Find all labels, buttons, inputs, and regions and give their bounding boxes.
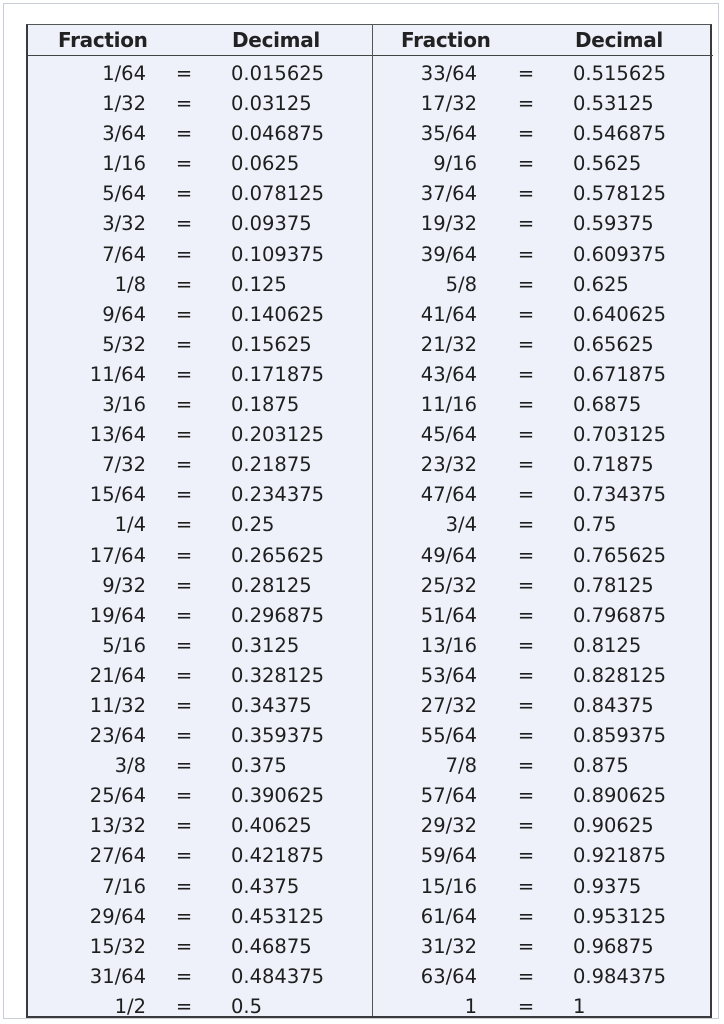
table-row [373, 691, 713, 721]
table-row [373, 480, 713, 510]
fraction-cell: 61/64 [420, 904, 477, 928]
equals-sign: = [175, 754, 193, 778]
fraction-cell: 11/16 [420, 393, 477, 417]
equals-sign: = [175, 874, 193, 898]
equals-sign: = [175, 994, 193, 1018]
decimal-cell: 0.921875 [573, 844, 667, 868]
table-row [373, 119, 713, 149]
decimal-cell: 0.4375 [231, 874, 300, 898]
decimal-cell: 0.25 [231, 513, 275, 537]
fraction-cell: 15/32 [89, 934, 146, 958]
equals-sign: = [517, 633, 535, 657]
decimal-cell: 0.90625 [573, 814, 654, 838]
table-row [373, 300, 713, 330]
fraction-cell: 7/16 [102, 874, 146, 898]
table-row [373, 601, 713, 631]
equals-sign: = [517, 483, 535, 507]
table-row [28, 390, 372, 420]
table-row [28, 962, 372, 992]
equals-sign: = [175, 332, 193, 356]
fraction-cell: 3/8 [114, 754, 146, 778]
decimal-cell: 0.3125 [231, 633, 300, 657]
decimal-cell: 0.03125 [231, 92, 312, 116]
fraction-cell: 53/64 [420, 663, 477, 687]
fraction-cell: 27/32 [420, 693, 477, 717]
equals-sign: = [517, 874, 535, 898]
header-divider [28, 55, 372, 56]
equals-sign: = [517, 994, 535, 1018]
equals-sign: = [175, 784, 193, 808]
page-frame [3, 3, 719, 1019]
equals-sign: = [517, 302, 535, 326]
decimal-cell: 0.734375 [573, 483, 667, 507]
equals-sign: = [175, 453, 193, 477]
decimal-cell: 0.484375 [231, 964, 325, 988]
decimal-cell: 0.078125 [231, 182, 325, 206]
table-row [373, 932, 713, 962]
equals-sign: = [175, 423, 193, 447]
table-row [373, 360, 713, 390]
equals-sign: = [175, 483, 193, 507]
fraction-cell: 15/64 [89, 483, 146, 507]
decimal-cell: 0.8125 [573, 633, 642, 657]
equals-sign: = [517, 573, 535, 597]
decimal-cell: 0.203125 [231, 423, 325, 447]
equals-sign: = [175, 693, 193, 717]
decimal-cell: 0.609375 [573, 242, 667, 266]
decimal-cell: 0.421875 [231, 844, 325, 868]
decimal-cell: 0.984375 [573, 964, 667, 988]
equals-sign: = [175, 362, 193, 386]
table-row [373, 661, 713, 691]
fraction-cell: 3/64 [102, 122, 146, 146]
table-row [28, 149, 372, 179]
table-row [28, 330, 372, 360]
fraction-cell: 19/64 [89, 603, 146, 627]
equals-sign: = [517, 152, 535, 176]
equals-sign: = [517, 693, 535, 717]
fraction-cell: 7/8 [445, 754, 477, 778]
fraction-cell: 23/32 [420, 453, 477, 477]
table-row [28, 992, 372, 1022]
fraction-cell: 1/32 [102, 92, 146, 116]
decimal-cell: 0.375 [231, 754, 287, 778]
table-row [28, 872, 372, 902]
decimal-cell: 0.09375 [231, 212, 312, 236]
decimal-cell: 0.53125 [573, 92, 654, 116]
table-row [28, 661, 372, 691]
table-row [373, 872, 713, 902]
table-row [28, 902, 372, 932]
decimal-header: Decimal [575, 28, 663, 52]
equals-sign: = [517, 393, 535, 417]
decimal-cell: 0.34375 [231, 693, 312, 717]
table-row [28, 751, 372, 781]
table-row [373, 59, 713, 89]
equals-sign: = [517, 784, 535, 808]
decimal-cell: 0.6875 [573, 393, 642, 417]
fraction-cell: 17/64 [89, 543, 146, 567]
fraction-cell: 17/32 [420, 92, 477, 116]
equals-sign: = [517, 423, 535, 447]
fraction-cell: 1/2 [114, 994, 146, 1018]
table-row [373, 450, 713, 480]
decimal-cell: 0.0625 [231, 152, 300, 176]
fraction-cell: 5/8 [445, 272, 477, 296]
decimal-cell: 0.796875 [573, 603, 667, 627]
equals-sign: = [517, 272, 535, 296]
fraction-cell: 19/32 [420, 212, 477, 236]
equals-sign: = [175, 904, 193, 928]
fraction-cell: 1/4 [114, 513, 146, 537]
table-row [373, 992, 713, 1022]
fraction-cell: 41/64 [420, 302, 477, 326]
fraction-cell: 5/64 [102, 182, 146, 206]
decimal-cell: 0.234375 [231, 483, 325, 507]
table-row [373, 541, 713, 571]
left-rows [28, 59, 372, 1022]
equals-sign: = [175, 573, 193, 597]
fraction-cell: 29/32 [420, 814, 477, 838]
table-row [28, 781, 372, 811]
decimal-cell: 0.9375 [573, 874, 642, 898]
fraction-cell: 27/64 [89, 844, 146, 868]
equals-sign: = [175, 603, 193, 627]
decimal-cell: 0.78125 [573, 573, 654, 597]
table-row [373, 631, 713, 661]
decimal-cell: 1 [573, 994, 586, 1018]
decimal-cell: 0.703125 [573, 423, 667, 447]
fraction-cell: 37/64 [420, 182, 477, 206]
equals-sign: = [175, 272, 193, 296]
equals-sign: = [517, 814, 535, 838]
decimal-cell: 0.59375 [573, 212, 654, 236]
table-row [28, 240, 372, 270]
decimal-cell: 0.75 [573, 513, 617, 537]
equals-sign: = [175, 663, 193, 687]
table-row [373, 510, 713, 540]
header-divider [373, 55, 713, 56]
decimal-cell: 0.328125 [231, 663, 325, 687]
table-row [28, 179, 372, 209]
fraction-cell: 25/64 [89, 784, 146, 808]
decimal-cell: 0.546875 [573, 122, 667, 146]
fraction-decimal-table [26, 24, 712, 1018]
equals-sign: = [517, 122, 535, 146]
decimal-cell: 0.953125 [573, 904, 667, 928]
decimal-cell: 0.5625 [573, 152, 642, 176]
fraction-cell: 31/32 [420, 934, 477, 958]
fraction-cell: 11/64 [89, 362, 146, 386]
fraction-cell: 29/64 [89, 904, 146, 928]
table-row [28, 691, 372, 721]
table-row [373, 179, 713, 209]
equals-sign: = [175, 92, 193, 116]
equals-sign: = [175, 934, 193, 958]
equals-sign: = [517, 603, 535, 627]
fraction-cell: 59/64 [420, 844, 477, 868]
table-row [373, 209, 713, 239]
equals-sign: = [517, 844, 535, 868]
fraction-cell: 23/64 [89, 724, 146, 748]
decimal-cell: 0.640625 [573, 302, 667, 326]
decimal-cell: 0.5 [231, 994, 263, 1018]
fraction-cell: 49/64 [420, 543, 477, 567]
fraction-cell: 57/64 [420, 784, 477, 808]
decimal-header: Decimal [232, 28, 320, 52]
equals-sign: = [175, 633, 193, 657]
equals-sign: = [517, 663, 535, 687]
decimal-cell: 0.875 [573, 754, 629, 778]
decimal-cell: 0.125 [231, 272, 287, 296]
equals-sign: = [517, 513, 535, 537]
fraction-cell: 1/8 [114, 272, 146, 296]
equals-sign: = [175, 122, 193, 146]
decimal-cell: 0.890625 [573, 784, 667, 808]
equals-sign: = [517, 453, 535, 477]
fraction-cell: 15/16 [420, 874, 477, 898]
table-row [373, 751, 713, 781]
table-row [28, 631, 372, 661]
decimal-cell: 0.265625 [231, 543, 325, 567]
decimal-cell: 0.1875 [231, 393, 300, 417]
fraction-cell: 47/64 [420, 483, 477, 507]
fraction-cell: 11/32 [89, 693, 146, 717]
equals-sign: = [175, 393, 193, 417]
equals-sign: = [517, 62, 535, 85]
table-row [28, 480, 372, 510]
table-row [28, 721, 372, 751]
decimal-cell: 0.578125 [573, 182, 667, 206]
decimal-cell: 0.671875 [573, 362, 667, 386]
table-row [373, 781, 713, 811]
equals-sign: = [517, 934, 535, 958]
fraction-cell: 31/64 [89, 964, 146, 988]
table-row [373, 902, 713, 932]
decimal-cell: 0.515625 [573, 62, 667, 85]
decimal-cell: 0.765625 [573, 543, 667, 567]
fraction-header: Fraction [58, 28, 148, 52]
fraction-cell: 3/16 [102, 393, 146, 417]
decimal-cell: 0.015625 [231, 62, 325, 85]
equals-sign: = [175, 62, 193, 85]
fraction-cell: 1 [464, 994, 477, 1018]
decimal-cell: 0.84375 [573, 693, 654, 717]
table-row [28, 450, 372, 480]
equals-sign: = [175, 302, 193, 326]
fraction-cell: 39/64 [420, 242, 477, 266]
fraction-cell: 5/32 [102, 332, 146, 356]
equals-sign: = [175, 724, 193, 748]
table-row [373, 811, 713, 841]
fraction-cell: 13/32 [89, 814, 146, 838]
decimal-cell: 0.046875 [231, 122, 325, 146]
fraction-cell: 33/64 [420, 62, 477, 85]
table-row [373, 89, 713, 119]
table-row [28, 119, 372, 149]
left-column-group [28, 25, 372, 1016]
decimal-cell: 0.15625 [231, 332, 312, 356]
table-row [373, 420, 713, 450]
fraction-cell: 9/16 [433, 152, 477, 176]
fraction-cell: 3/4 [445, 513, 477, 537]
equals-sign: = [517, 92, 535, 116]
fraction-cell: 51/64 [420, 603, 477, 627]
equals-sign: = [517, 362, 535, 386]
table-row [373, 240, 713, 270]
fraction-cell: 43/64 [420, 362, 477, 386]
table-row [373, 330, 713, 360]
fraction-cell: 1/64 [102, 62, 146, 85]
equals-sign: = [517, 182, 535, 206]
decimal-cell: 0.109375 [231, 242, 325, 266]
fraction-cell: 35/64 [420, 122, 477, 146]
decimal-cell: 0.140625 [231, 302, 325, 326]
fraction-cell: 25/32 [420, 573, 477, 597]
decimal-cell: 0.859375 [573, 724, 667, 748]
equals-sign: = [517, 904, 535, 928]
table-row [28, 209, 372, 239]
decimal-cell: 0.46875 [231, 934, 312, 958]
right-column-group [372, 25, 713, 1016]
table-row [28, 571, 372, 601]
table-row [28, 89, 372, 119]
equals-sign: = [175, 182, 193, 206]
table-row [373, 962, 713, 992]
decimal-cell: 0.625 [573, 272, 629, 296]
equals-sign: = [175, 513, 193, 537]
table-row [373, 270, 713, 300]
equals-sign: = [517, 242, 535, 266]
equals-sign: = [517, 754, 535, 778]
equals-sign: = [517, 724, 535, 748]
decimal-cell: 0.28125 [231, 573, 312, 597]
decimal-cell: 0.296875 [231, 603, 325, 627]
fraction-cell: 9/32 [102, 573, 146, 597]
table-row [373, 149, 713, 179]
table-row [28, 510, 372, 540]
decimal-cell: 0.828125 [573, 663, 667, 687]
equals-sign: = [517, 964, 535, 988]
equals-sign: = [175, 242, 193, 266]
equals-sign: = [175, 814, 193, 838]
table-row [28, 270, 372, 300]
equals-sign: = [517, 332, 535, 356]
table-row [28, 360, 372, 390]
decimal-cell: 0.96875 [573, 934, 654, 958]
table-row [373, 390, 713, 420]
equals-sign: = [517, 543, 535, 567]
fraction-cell: 9/64 [102, 302, 146, 326]
fraction-cell: 21/64 [89, 663, 146, 687]
fraction-cell: 1/16 [102, 152, 146, 176]
table-row [28, 420, 372, 450]
table-row [28, 300, 372, 330]
fraction-cell: 13/16 [420, 633, 477, 657]
table-row [28, 841, 372, 871]
fraction-cell: 63/64 [420, 964, 477, 988]
fraction-cell: 13/64 [89, 423, 146, 447]
fraction-header: Fraction [401, 28, 491, 52]
decimal-cell: 0.21875 [231, 453, 312, 477]
decimal-cell: 0.359375 [231, 724, 325, 748]
table-row [28, 932, 372, 962]
table-row [28, 59, 372, 89]
equals-sign: = [517, 212, 535, 236]
fraction-cell: 45/64 [420, 423, 477, 447]
decimal-cell: 0.171875 [231, 362, 325, 386]
equals-sign: = [175, 212, 193, 236]
table-row [373, 571, 713, 601]
table-row [28, 541, 372, 571]
table-row [28, 811, 372, 841]
fraction-cell: 5/16 [102, 633, 146, 657]
equals-sign: = [175, 543, 193, 567]
table-row [373, 721, 713, 751]
fraction-cell: 3/32 [102, 212, 146, 236]
table-row [28, 601, 372, 631]
fraction-cell: 7/64 [102, 242, 146, 266]
decimal-cell: 0.453125 [231, 904, 325, 928]
equals-sign: = [175, 844, 193, 868]
decimal-cell: 0.71875 [573, 453, 654, 477]
fraction-cell: 55/64 [420, 724, 477, 748]
decimal-cell: 0.40625 [231, 814, 312, 838]
table-row [373, 841, 713, 871]
decimal-cell: 0.390625 [231, 784, 325, 808]
fraction-cell: 21/32 [420, 332, 477, 356]
right-rows [373, 59, 713, 1022]
equals-sign: = [175, 152, 193, 176]
decimal-cell: 0.65625 [573, 332, 654, 356]
equals-sign: = [175, 964, 193, 988]
fraction-cell: 7/32 [102, 453, 146, 477]
